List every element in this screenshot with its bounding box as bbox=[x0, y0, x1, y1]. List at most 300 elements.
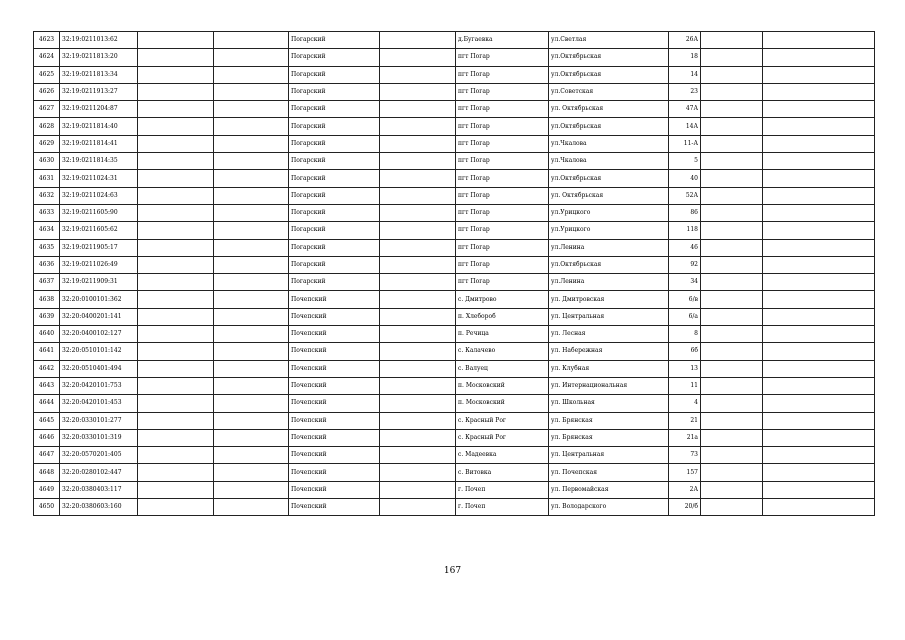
district-cell: Почепский bbox=[289, 308, 380, 325]
empty-cell bbox=[380, 170, 456, 187]
empty-cell bbox=[701, 464, 763, 481]
district-cell: Почепский bbox=[289, 360, 380, 377]
cadastral-number-cell: 32:19:0211913:27 bbox=[60, 83, 138, 100]
district-cell: Погарский bbox=[289, 135, 380, 152]
empty-cell bbox=[380, 308, 456, 325]
locality-cell: г. Почеп bbox=[456, 499, 549, 516]
house-number-cell: 14 bbox=[669, 66, 701, 83]
table-row bbox=[34, 395, 875, 412]
district-cell: Погарский bbox=[289, 32, 380, 49]
row-number-cell: 4627 bbox=[34, 101, 60, 118]
street-cell: ул.Чкалова bbox=[549, 153, 669, 170]
empty-cell bbox=[763, 204, 875, 221]
district-cell: Почепский bbox=[289, 326, 380, 343]
empty-cell bbox=[763, 153, 875, 170]
empty-cell bbox=[138, 135, 214, 152]
empty-cell bbox=[763, 291, 875, 308]
cadastral-number-cell: 32:20:0330101:277 bbox=[60, 412, 138, 429]
table-row bbox=[34, 360, 875, 377]
empty-cell bbox=[138, 187, 214, 204]
table-row bbox=[34, 153, 875, 170]
empty-cell bbox=[763, 429, 875, 446]
house-number-cell: 73 bbox=[669, 447, 701, 464]
locality-cell: пгт Погар bbox=[456, 66, 549, 83]
table-row bbox=[34, 187, 875, 204]
empty-cell bbox=[380, 118, 456, 135]
row-number-cell: 4644 bbox=[34, 395, 60, 412]
row-number-cell: 4633 bbox=[34, 204, 60, 221]
empty-cell bbox=[138, 464, 214, 481]
empty-cell bbox=[214, 395, 289, 412]
row-number-cell: 4649 bbox=[34, 481, 60, 498]
street-cell: ул.Октябрьская bbox=[549, 256, 669, 273]
house-number-cell: 6б bbox=[669, 343, 701, 360]
empty-cell bbox=[138, 499, 214, 516]
empty-cell bbox=[763, 187, 875, 204]
empty-cell bbox=[701, 135, 763, 152]
empty-cell bbox=[214, 83, 289, 100]
empty-cell bbox=[214, 66, 289, 83]
cadastral-number-cell: 32:19:0211204:87 bbox=[60, 101, 138, 118]
table-row bbox=[34, 66, 875, 83]
table-row bbox=[34, 118, 875, 135]
empty-cell bbox=[138, 153, 214, 170]
house-number-cell: 34 bbox=[669, 274, 701, 291]
empty-cell bbox=[214, 360, 289, 377]
district-cell: Погарский bbox=[289, 204, 380, 221]
empty-cell bbox=[380, 153, 456, 170]
empty-cell bbox=[138, 308, 214, 325]
empty-cell bbox=[380, 395, 456, 412]
empty-cell bbox=[214, 101, 289, 118]
house-number-cell: 47А bbox=[669, 101, 701, 118]
empty-cell bbox=[763, 447, 875, 464]
empty-cell bbox=[701, 412, 763, 429]
empty-cell bbox=[701, 395, 763, 412]
empty-cell bbox=[380, 239, 456, 256]
empty-cell bbox=[763, 222, 875, 239]
empty-cell bbox=[214, 274, 289, 291]
empty-cell bbox=[380, 412, 456, 429]
cadastral-number-cell: 32:19:0211605:62 bbox=[60, 222, 138, 239]
empty-cell bbox=[763, 239, 875, 256]
cadastral-number-cell: 32:19:0211813:34 bbox=[60, 66, 138, 83]
table-row bbox=[34, 49, 875, 66]
empty-cell bbox=[138, 343, 214, 360]
house-number-cell: 5 bbox=[669, 153, 701, 170]
table-row bbox=[34, 101, 875, 118]
locality-cell: с. Мадеевка bbox=[456, 447, 549, 464]
district-cell: Почепский bbox=[289, 481, 380, 498]
street-cell: ул.Октябрьская bbox=[549, 170, 669, 187]
empty-cell bbox=[763, 499, 875, 516]
house-number-cell: 2А bbox=[669, 481, 701, 498]
empty-cell bbox=[138, 360, 214, 377]
row-number-cell: 4626 bbox=[34, 83, 60, 100]
district-cell: Почепский bbox=[289, 447, 380, 464]
empty-cell bbox=[138, 412, 214, 429]
district-cell: Погарский bbox=[289, 83, 380, 100]
empty-cell bbox=[214, 429, 289, 446]
table-row bbox=[34, 308, 875, 325]
table-row bbox=[34, 499, 875, 516]
house-number-cell: 118 bbox=[669, 222, 701, 239]
locality-cell: с. Калачево bbox=[456, 343, 549, 360]
row-number-cell: 4646 bbox=[34, 429, 60, 446]
empty-cell bbox=[138, 256, 214, 273]
empty-cell bbox=[763, 256, 875, 273]
row-number-cell: 4640 bbox=[34, 326, 60, 343]
locality-cell: пгт Погар bbox=[456, 222, 549, 239]
district-cell: Погарский bbox=[289, 256, 380, 273]
empty-cell bbox=[701, 187, 763, 204]
empty-cell bbox=[214, 481, 289, 498]
empty-cell bbox=[214, 256, 289, 273]
row-number-cell: 4639 bbox=[34, 308, 60, 325]
empty-cell bbox=[214, 499, 289, 516]
cadastral-number-cell: 32:19:0211909:31 bbox=[60, 274, 138, 291]
empty-cell bbox=[701, 429, 763, 446]
district-cell: Погарский bbox=[289, 187, 380, 204]
page-number: 167 bbox=[443, 566, 462, 576]
cadastral-number-cell: 32:20:0380603:160 bbox=[60, 499, 138, 516]
district-cell: Почепский bbox=[289, 464, 380, 481]
row-number-cell: 4634 bbox=[34, 222, 60, 239]
locality-cell: пгт Погар bbox=[456, 101, 549, 118]
locality-cell: пгт Погар bbox=[456, 187, 549, 204]
row-number-cell: 4636 bbox=[34, 256, 60, 273]
cadastral-number-cell: 32:19:0211605:90 bbox=[60, 204, 138, 221]
locality-cell: с. Дмитрово bbox=[456, 291, 549, 308]
empty-cell bbox=[763, 308, 875, 325]
empty-cell bbox=[214, 326, 289, 343]
empty-cell bbox=[138, 239, 214, 256]
empty-cell bbox=[380, 83, 456, 100]
table-row bbox=[34, 447, 875, 464]
table-row bbox=[34, 343, 875, 360]
row-number-cell: 4643 bbox=[34, 377, 60, 394]
empty-cell bbox=[138, 118, 214, 135]
empty-cell bbox=[214, 239, 289, 256]
empty-cell bbox=[380, 274, 456, 291]
row-number-cell: 4635 bbox=[34, 239, 60, 256]
street-cell: ул.Октябрьская bbox=[549, 49, 669, 66]
cadastral-number-cell: 32:19:0211814:40 bbox=[60, 118, 138, 135]
row-number-cell: 4637 bbox=[34, 274, 60, 291]
district-cell: Погарский bbox=[289, 274, 380, 291]
empty-cell bbox=[138, 101, 214, 118]
empty-cell bbox=[214, 170, 289, 187]
empty-cell bbox=[138, 326, 214, 343]
empty-cell bbox=[763, 326, 875, 343]
street-cell: ул. Октябрьская bbox=[549, 187, 669, 204]
empty-cell bbox=[214, 412, 289, 429]
cadastral-number-cell: 32:19:0211905:17 bbox=[60, 239, 138, 256]
empty-cell bbox=[701, 66, 763, 83]
table-row bbox=[34, 222, 875, 239]
empty-cell bbox=[380, 447, 456, 464]
empty-cell bbox=[380, 499, 456, 516]
empty-cell bbox=[214, 153, 289, 170]
empty-cell bbox=[214, 308, 289, 325]
cadastral-number-cell: 32:19:0211024:31 bbox=[60, 170, 138, 187]
empty-cell bbox=[380, 32, 456, 49]
row-number-cell: 4642 bbox=[34, 360, 60, 377]
locality-cell: пгт Погар bbox=[456, 170, 549, 187]
row-number-cell: 4645 bbox=[34, 412, 60, 429]
street-cell: ул.Светлая bbox=[549, 32, 669, 49]
house-number-cell: 8 bbox=[669, 326, 701, 343]
empty-cell bbox=[701, 291, 763, 308]
empty-cell bbox=[763, 101, 875, 118]
district-cell: Почепский bbox=[289, 377, 380, 394]
house-number-cell: 18 bbox=[669, 49, 701, 66]
street-cell: ул.Ленина bbox=[549, 239, 669, 256]
empty-cell bbox=[763, 481, 875, 498]
table-row bbox=[34, 32, 875, 49]
empty-cell bbox=[701, 153, 763, 170]
registry-table bbox=[33, 31, 875, 516]
street-cell: ул. Центральная bbox=[549, 308, 669, 325]
street-cell: ул.Чкалова bbox=[549, 135, 669, 152]
empty-cell bbox=[138, 291, 214, 308]
table-row bbox=[34, 326, 875, 343]
empty-cell bbox=[763, 274, 875, 291]
table-row bbox=[34, 464, 875, 481]
row-number-cell: 4638 bbox=[34, 291, 60, 308]
table-row bbox=[34, 377, 875, 394]
row-number-cell: 4625 bbox=[34, 66, 60, 83]
empty-cell bbox=[138, 32, 214, 49]
district-cell: Погарский bbox=[289, 222, 380, 239]
cadastral-number-cell: 32:19:0211026:49 bbox=[60, 256, 138, 273]
row-number-cell: 4623 bbox=[34, 32, 60, 49]
cadastral-number-cell: 32:20:0420101:753 bbox=[60, 377, 138, 394]
empty-cell bbox=[701, 447, 763, 464]
empty-cell bbox=[701, 239, 763, 256]
table-row bbox=[34, 135, 875, 152]
district-cell: Почепский bbox=[289, 291, 380, 308]
cadastral-number-cell: 32:19:0211013:62 bbox=[60, 32, 138, 49]
empty-cell bbox=[701, 49, 763, 66]
empty-cell bbox=[138, 447, 214, 464]
empty-cell bbox=[138, 66, 214, 83]
district-cell: Почепский bbox=[289, 429, 380, 446]
cadastral-number-cell: 32:20:0400102:127 bbox=[60, 326, 138, 343]
row-number-cell: 4629 bbox=[34, 135, 60, 152]
empty-cell bbox=[701, 170, 763, 187]
table-row bbox=[34, 239, 875, 256]
empty-cell bbox=[380, 49, 456, 66]
district-cell: Погарский bbox=[289, 66, 380, 83]
locality-cell: с. Красный Рог bbox=[456, 412, 549, 429]
locality-cell: пгт Погар bbox=[456, 274, 549, 291]
cadastral-number-cell: 32:20:0420101:453 bbox=[60, 395, 138, 412]
table-body bbox=[34, 32, 875, 516]
empty-cell bbox=[763, 66, 875, 83]
house-number-cell: 40 bbox=[669, 170, 701, 187]
empty-cell bbox=[380, 135, 456, 152]
empty-cell bbox=[763, 135, 875, 152]
district-cell: Погарский bbox=[289, 170, 380, 187]
street-cell: ул. Дмитровская bbox=[549, 291, 669, 308]
house-number-cell: 46 bbox=[669, 239, 701, 256]
street-cell: ул. Октябрьская bbox=[549, 101, 669, 118]
cadastral-number-cell: 32:20:0380403:117 bbox=[60, 481, 138, 498]
table-row bbox=[34, 170, 875, 187]
empty-cell bbox=[380, 256, 456, 273]
empty-cell bbox=[701, 274, 763, 291]
cadastral-number-cell: 32:20:0280102:447 bbox=[60, 464, 138, 481]
empty-cell bbox=[214, 187, 289, 204]
row-number-cell: 4624 bbox=[34, 49, 60, 66]
street-cell: ул.Урицкого bbox=[549, 222, 669, 239]
district-cell: Погарский bbox=[289, 153, 380, 170]
cadastral-number-cell: 32:19:0211024:63 bbox=[60, 187, 138, 204]
empty-cell bbox=[763, 343, 875, 360]
locality-cell: пгт Погар bbox=[456, 118, 549, 135]
empty-cell bbox=[214, 291, 289, 308]
house-number-cell: 92 bbox=[669, 256, 701, 273]
district-cell: Почепский bbox=[289, 412, 380, 429]
empty-cell bbox=[763, 118, 875, 135]
street-cell: ул. Набережная bbox=[549, 343, 669, 360]
empty-cell bbox=[380, 326, 456, 343]
empty-cell bbox=[138, 222, 214, 239]
house-number-cell: 14А bbox=[669, 118, 701, 135]
street-cell: ул. Брянская bbox=[549, 429, 669, 446]
empty-cell bbox=[214, 135, 289, 152]
cadastral-number-cell: 32:19:0211814:35 bbox=[60, 153, 138, 170]
empty-cell bbox=[763, 377, 875, 394]
street-cell: ул.Советская bbox=[549, 83, 669, 100]
empty-cell bbox=[380, 377, 456, 394]
street-cell: ул.Ленина bbox=[549, 274, 669, 291]
row-number-cell: 4647 bbox=[34, 447, 60, 464]
house-number-cell: 52А bbox=[669, 187, 701, 204]
empty-cell bbox=[701, 204, 763, 221]
house-number-cell: 23 bbox=[669, 83, 701, 100]
empty-cell bbox=[380, 429, 456, 446]
empty-cell bbox=[763, 83, 875, 100]
empty-cell bbox=[380, 66, 456, 83]
locality-cell: п. Речица bbox=[456, 326, 549, 343]
locality-cell: д.Бугаевка bbox=[456, 32, 549, 49]
empty-cell bbox=[138, 49, 214, 66]
empty-cell bbox=[380, 481, 456, 498]
empty-cell bbox=[763, 464, 875, 481]
empty-cell bbox=[701, 101, 763, 118]
empty-cell bbox=[214, 377, 289, 394]
empty-cell bbox=[138, 170, 214, 187]
locality-cell: пгт Погар bbox=[456, 135, 549, 152]
empty-cell bbox=[214, 343, 289, 360]
empty-cell bbox=[380, 101, 456, 118]
empty-cell bbox=[701, 377, 763, 394]
street-cell: ул.Октябрьская bbox=[549, 66, 669, 83]
house-number-cell: 11 bbox=[669, 377, 701, 394]
empty-cell bbox=[701, 118, 763, 135]
empty-cell bbox=[763, 170, 875, 187]
empty-cell bbox=[380, 343, 456, 360]
empty-cell bbox=[138, 481, 214, 498]
table-row bbox=[34, 429, 875, 446]
locality-cell: г. Почеп bbox=[456, 481, 549, 498]
table-row bbox=[34, 204, 875, 221]
empty-cell bbox=[701, 481, 763, 498]
locality-cell: п. Московский bbox=[456, 395, 549, 412]
house-number-cell: 13 bbox=[669, 360, 701, 377]
house-number-cell: 20/б bbox=[669, 499, 701, 516]
table-row bbox=[34, 412, 875, 429]
locality-cell: п. Московский bbox=[456, 377, 549, 394]
house-number-cell: 26А bbox=[669, 32, 701, 49]
empty-cell bbox=[214, 222, 289, 239]
row-number-cell: 4648 bbox=[34, 464, 60, 481]
empty-cell bbox=[214, 49, 289, 66]
house-number-cell: 21 bbox=[669, 412, 701, 429]
empty-cell bbox=[380, 291, 456, 308]
empty-cell bbox=[380, 204, 456, 221]
street-cell: ул. Школьная bbox=[549, 395, 669, 412]
cadastral-number-cell: 32:20:0400201:141 bbox=[60, 308, 138, 325]
street-cell: ул. Центральная bbox=[549, 447, 669, 464]
cadastral-number-cell: 32:19:0211814:41 bbox=[60, 135, 138, 152]
table-row bbox=[34, 291, 875, 308]
empty-cell bbox=[380, 187, 456, 204]
empty-cell bbox=[763, 360, 875, 377]
district-cell: Погарский bbox=[289, 101, 380, 118]
house-number-cell: 4 bbox=[669, 395, 701, 412]
locality-cell: пгт Погар bbox=[456, 204, 549, 221]
locality-cell: с. Валуец bbox=[456, 360, 549, 377]
empty-cell bbox=[701, 256, 763, 273]
table-row bbox=[34, 274, 875, 291]
empty-cell bbox=[701, 360, 763, 377]
cadastral-number-cell: 32:20:0510401:494 bbox=[60, 360, 138, 377]
cadastral-number-cell: 32:20:0510101:142 bbox=[60, 343, 138, 360]
locality-cell: с. Витовка bbox=[456, 464, 549, 481]
row-number-cell: 4628 bbox=[34, 118, 60, 135]
empty-cell bbox=[214, 447, 289, 464]
empty-cell bbox=[380, 464, 456, 481]
table-row bbox=[34, 481, 875, 498]
empty-cell bbox=[763, 49, 875, 66]
row-number-cell: 4650 bbox=[34, 499, 60, 516]
locality-cell: с. Красный Рог bbox=[456, 429, 549, 446]
street-cell: ул. Брянская bbox=[549, 412, 669, 429]
empty-cell bbox=[138, 377, 214, 394]
empty-cell bbox=[138, 204, 214, 221]
empty-cell bbox=[701, 308, 763, 325]
empty-cell bbox=[701, 326, 763, 343]
empty-cell bbox=[380, 360, 456, 377]
table-row bbox=[34, 83, 875, 100]
street-cell: ул. Почепская bbox=[549, 464, 669, 481]
street-cell: ул. Лесная bbox=[549, 326, 669, 343]
district-cell: Погарский bbox=[289, 49, 380, 66]
empty-cell bbox=[138, 395, 214, 412]
district-cell: Почепский bbox=[289, 395, 380, 412]
street-cell: ул. Интернациональная bbox=[549, 377, 669, 394]
table-row bbox=[34, 256, 875, 273]
street-cell: ул. Володарского bbox=[549, 499, 669, 516]
empty-cell bbox=[701, 222, 763, 239]
empty-cell bbox=[214, 464, 289, 481]
locality-cell: пгт Погар bbox=[456, 153, 549, 170]
cadastral-number-cell: 32:20:0100101:362 bbox=[60, 291, 138, 308]
locality-cell: пгт Погар bbox=[456, 256, 549, 273]
